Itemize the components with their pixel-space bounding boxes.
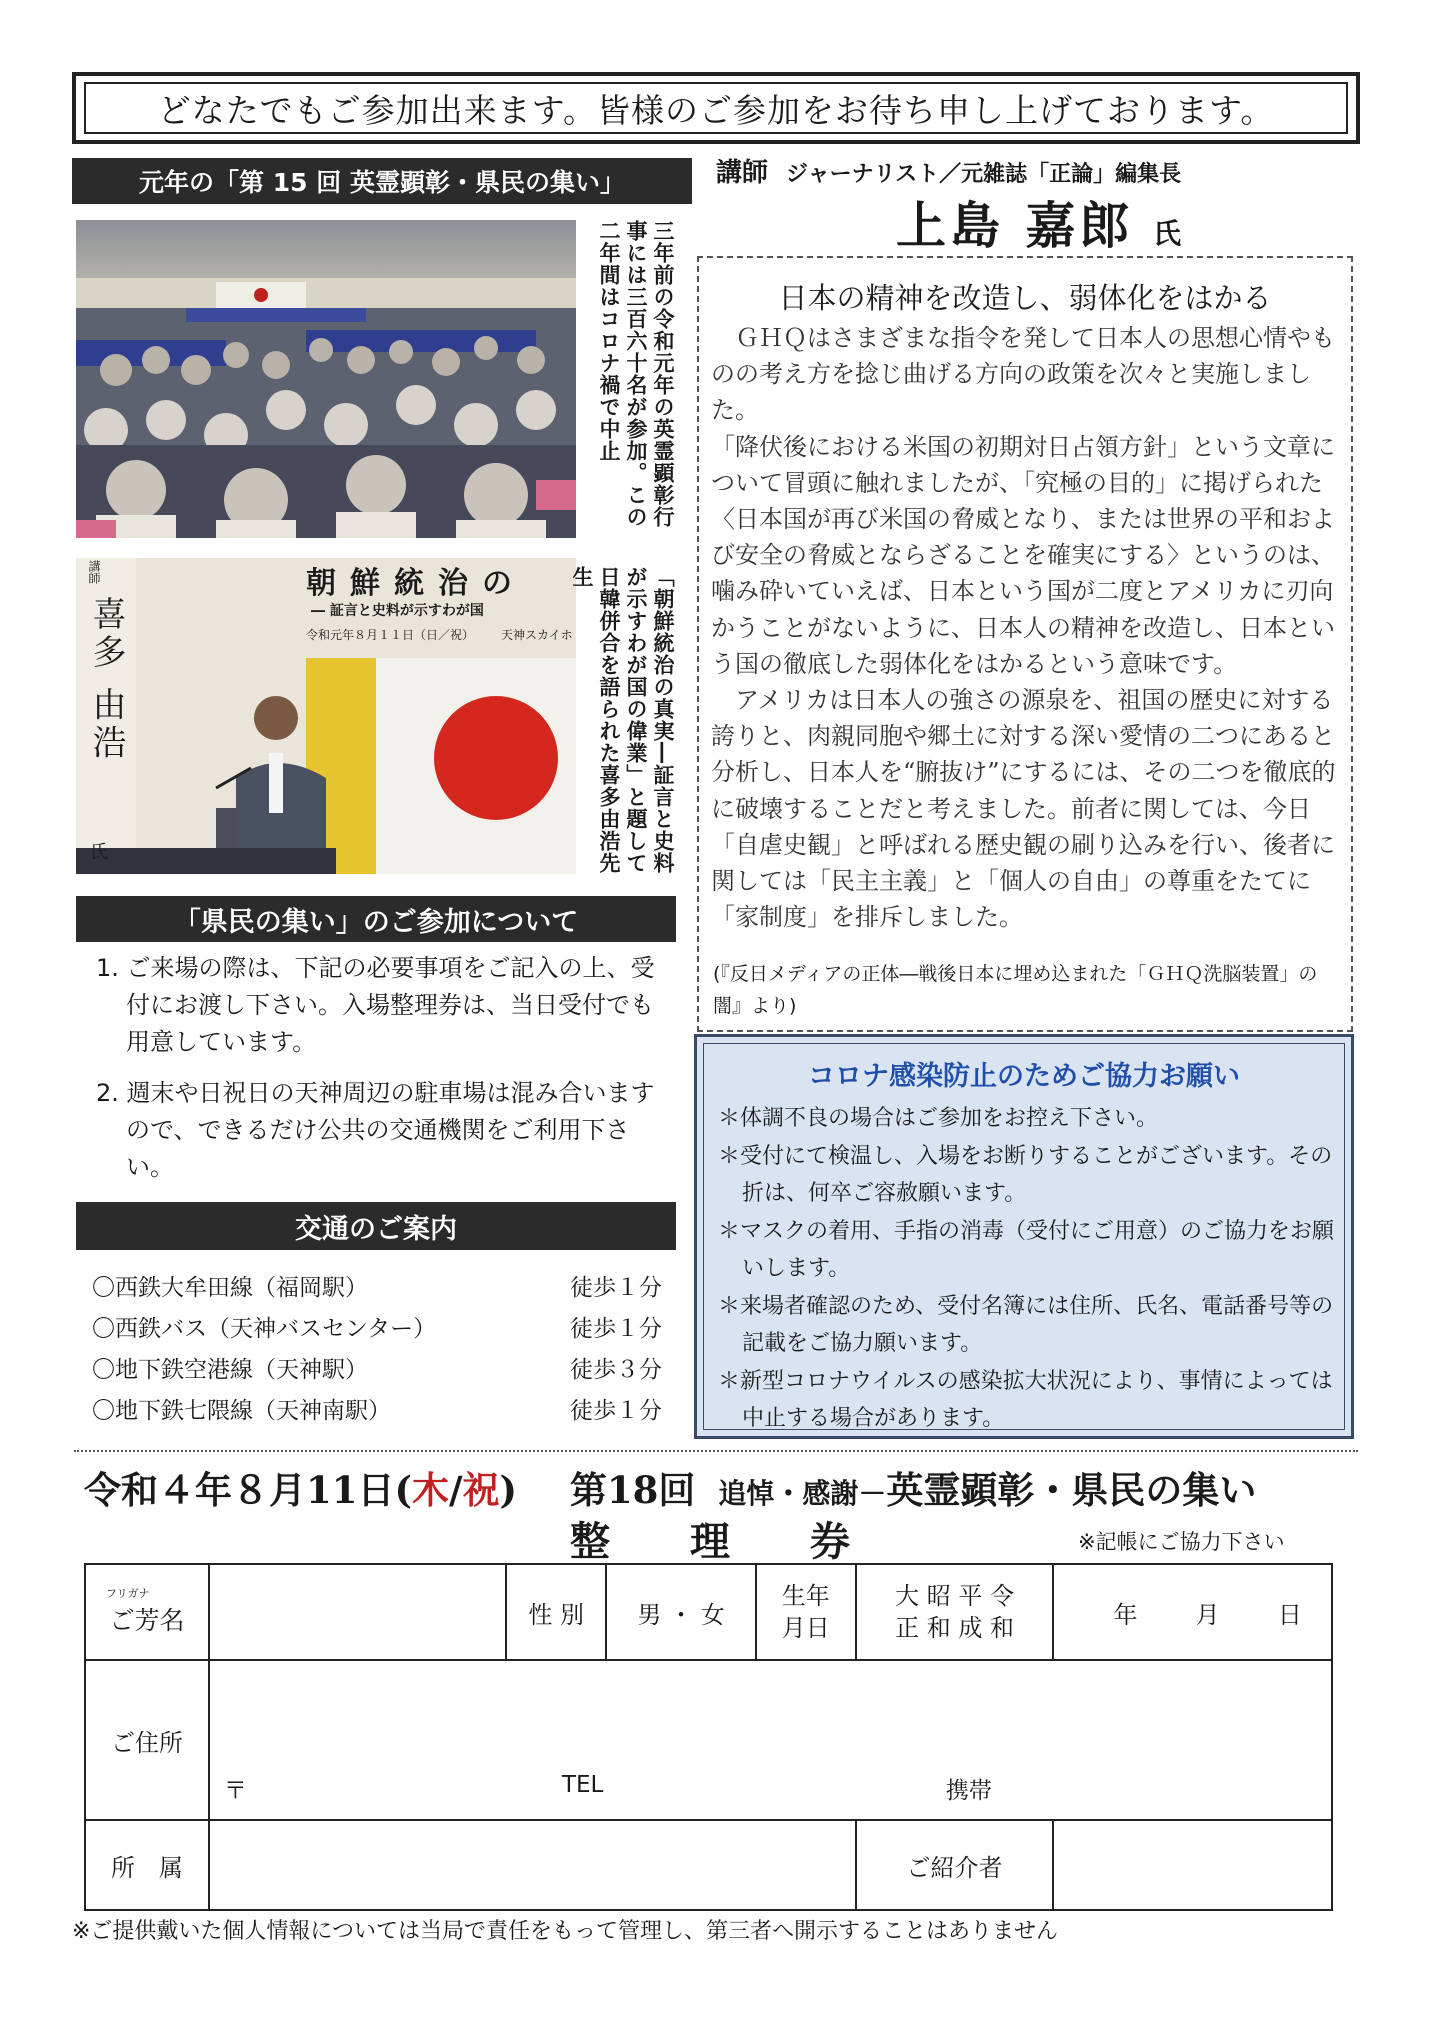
affiliation-field[interactable]: [209, 1820, 856, 1910]
transport-row: [92, 1391, 662, 1432]
furigana-label: フリガナ: [106, 1587, 150, 1600]
corona-item: ＊受付にて検温し、入場をお断りすることがございます。その折は、何卒ご容赦願います。: [718, 1143, 1333, 1206]
form-row-affiliation: [85, 1820, 1332, 1910]
birth-label-1: 生年: [781, 1582, 830, 1610]
ticket-edition: 第18回: [569, 1468, 696, 1512]
month-label: 月: [1195, 1600, 1220, 1629]
participation-item: 1. ご来場の際は、下記の必要事項をご記入の上、受付にお渡し下さい。入場整理券は、当日受付でも用意しています。: [96, 954, 655, 1056]
speaker-honorific: 氏: [1153, 217, 1182, 250]
transport-row: [92, 1350, 662, 1391]
article-paragraph: ＧＨＱはさまざまな指令を発して日本人の思想心情やものの考え方を捻じ曲げる方向の政策を次々と実施しました。: [711, 324, 1335, 425]
speaker-name-row: [896, 186, 1181, 258]
name-field[interactable]: [209, 1564, 506, 1660]
tel-label: TEL: [561, 1772, 604, 1798]
transport-route: 〇地下鉄七隈線（天神南駅）: [92, 1398, 391, 1424]
year-label: 年: [1113, 1600, 1138, 1629]
transport-row: [92, 1309, 662, 1350]
corona-item: ＊体調不良の場合はご参加をお控え下さい。: [718, 1106, 1159, 1131]
participation-heading-bar: [76, 896, 676, 942]
article-box: [697, 256, 1353, 1032]
corona-item: ＊来場者確認のため、受付名簿には住所、氏名、電話番号等の記載をご協力願います。: [718, 1293, 1334, 1356]
transport-heading-bar: [76, 1202, 676, 1250]
address-label: ご住所: [85, 1660, 209, 1820]
name-label: ご芳名: [109, 1606, 185, 1635]
audience-photo: [76, 220, 576, 538]
gender-label: 性 別: [506, 1564, 606, 1660]
photo2-caption: 「朝鮮統治の真実―証言と史料が示すわが国の偉業」と題して日韓併合を語られた喜多由浩先生: [570, 566, 675, 874]
ticket-date-line: [84, 1460, 1344, 1514]
participation-item: 2. 週末や日祝日の天神周辺の駐車場は混み合いますので、できるだけ公共の交通機関をご利用下さい。: [96, 1079, 655, 1181]
transport-time: 徒歩３分: [570, 1357, 662, 1383]
sign-subtitle: ― 証言と史料が示すわが国: [311, 603, 484, 619]
corona-notice: [694, 1034, 1354, 1439]
article-paragraph: 「降伏後における米国の初期対日占領方針」という文章について冒頭に触れましたが、「究極の目的」に掲げられた〈日本国が再び米国の脅威となり、または世界の平和および安全の脅威とならざることを確実にする〉というのは、噛み砕いていえば、日本という国が二度とアメリカに刃向かうことがないように、日本人の精神を改造し、日本という国の徹底した弱体化をはかるという意味です。: [711, 432, 1335, 678]
corona-title: コロナ感染防止のためご協力お願い: [808, 1061, 1240, 1092]
transport-time: 徒歩１分: [570, 1316, 662, 1342]
top-banner: [72, 72, 1360, 144]
address-subfields: [224, 1772, 1331, 1805]
audience-photo-image: [76, 220, 576, 538]
registration-form: [84, 1563, 1333, 1911]
transport-row: [92, 1268, 662, 1309]
ticket-slash: /: [449, 1468, 463, 1512]
transport-route: 〇地下鉄空港線（天神駅）: [92, 1357, 368, 1383]
mobile-label: 携帯: [945, 1778, 992, 1804]
ticket-date-prefix: 令和４年８月11日(: [84, 1468, 412, 1512]
transport-heading: 交通のご案内: [295, 1213, 457, 1245]
corona-list: [718, 1100, 1334, 1438]
name-label-cell: [85, 1564, 209, 1660]
birthdate-field[interactable]: [1053, 1564, 1332, 1660]
postal-mark: 〒: [223, 1778, 247, 1804]
birth-label-2: 月日: [781, 1614, 830, 1642]
participation-list: [96, 950, 666, 1186]
sign-lecturer-name: 喜多 由浩: [86, 596, 126, 763]
sign-title: 朝鮮統治の: [306, 566, 526, 601]
transport-route: 〇西鉄バス（天神バスセンター）: [92, 1316, 437, 1342]
affiliation-label: 所 属: [85, 1820, 209, 1910]
referrer-label: ご紹介者: [856, 1820, 1054, 1910]
corona-notice-inner: [703, 1043, 1345, 1430]
referrer-field[interactable]: [1053, 1820, 1332, 1910]
ticket-event-name-small: 追悼・感謝－: [718, 1477, 887, 1510]
article-body: [711, 320, 1339, 935]
speaker-name: 上島 嘉郎: [896, 196, 1134, 255]
speaker-label: 講師: [716, 158, 769, 188]
era-options[interactable]: [856, 1564, 1054, 1660]
ticket-event-name: 英霊顕彰・県民の集い: [886, 1468, 1257, 1512]
birth-label-cell: [756, 1564, 856, 1660]
cut-line: [74, 1450, 1358, 1452]
address-field[interactable]: [209, 1660, 1332, 1820]
article-source: (『反日メディアの正体―戦後日本に埋め込まれた「ＧＨＱ洗脳装置」の闇』より): [713, 963, 1318, 1017]
speaker-header: [716, 152, 1181, 189]
form-row-address: [85, 1660, 1332, 1820]
transport-time: 徒歩１分: [570, 1275, 662, 1301]
transport-time: 徒歩１分: [570, 1398, 662, 1424]
era-line-2: 正 和 成 和: [895, 1614, 1014, 1642]
privacy-footer: ※ご提供戴いた個人情報については当局で責任をもって管理し、第三者へ開示することはありません: [72, 1919, 1058, 1944]
corona-item: ＊新型コロナウイルスの感染拡大状況により、事情によっては中止する場合があります。: [718, 1368, 1333, 1431]
participation-heading: 「県民の集い」のご参加について: [173, 906, 579, 938]
corona-item: ＊マスクの着用、手指の消毒（受付にご用意）のご協力をお願いします。: [718, 1218, 1335, 1281]
ticket-holiday: 祝: [462, 1468, 500, 1512]
birthdate-units: [1054, 1595, 1331, 1630]
sign-honorific: 氏: [90, 842, 108, 863]
ticket-date-suffix: ): [499, 1468, 518, 1512]
sign-date: 令和元年８月１１日（日／祝）: [306, 628, 475, 642]
sign-lecturer-label: 講師: [87, 560, 101, 584]
speaker-affiliation: ジャーナリスト／元雑誌「正論」編集長: [786, 162, 1182, 187]
event-title: 元年の「第 15 回 英霊顕彰・県民の集い」: [139, 168, 625, 197]
banner-text: どなたでもご参加出来ます。皆様のご参加をお待ち申し上げております。: [84, 82, 1348, 134]
day-label: 日: [1277, 1600, 1302, 1629]
era-line-1: 大 昭 平 令: [895, 1582, 1014, 1610]
transport-list: [92, 1268, 662, 1432]
transport-route: 〇西鉄大牟田線（福岡駅）: [92, 1275, 368, 1301]
form-row-name: [85, 1564, 1332, 1660]
gender-options[interactable]: 男 ・ 女: [606, 1564, 756, 1660]
event-title-bar: [72, 158, 692, 204]
article-paragraph: アメリカは日本人の強さの源泉を、祖国の歴史に対する誇りと、肉親同胞や郷土に対する深い愛情の二つにあると分析し、日本人を“腑抜け”にするには、その二つを徹底的に破壊することだと考えました。前者に関しては、今日「自虐史観」と呼ばれる歴史観の刷り込みを行い、後者に関しては「民主主義」と「個人の自由」の尊重をたてに「家制度」を排斥しました。: [711, 686, 1336, 932]
sign-venue: 天神スカイホ: [501, 628, 573, 642]
ticket-heading: 整 理 券: [570, 1518, 850, 1565]
ticket-weekday: 木: [412, 1468, 449, 1512]
article-title: 日本の精神を改造し、弱体化をはかる: [778, 281, 1272, 315]
photo1-caption: 三年前の令和元年の英霊顕彰行事には三百六十名が参加。この二年間はコロナ禍で中止: [597, 220, 675, 528]
ticket-note: ※記帳にご協力下さい: [1078, 1530, 1285, 1554]
lecturer-photo: [76, 558, 576, 874]
